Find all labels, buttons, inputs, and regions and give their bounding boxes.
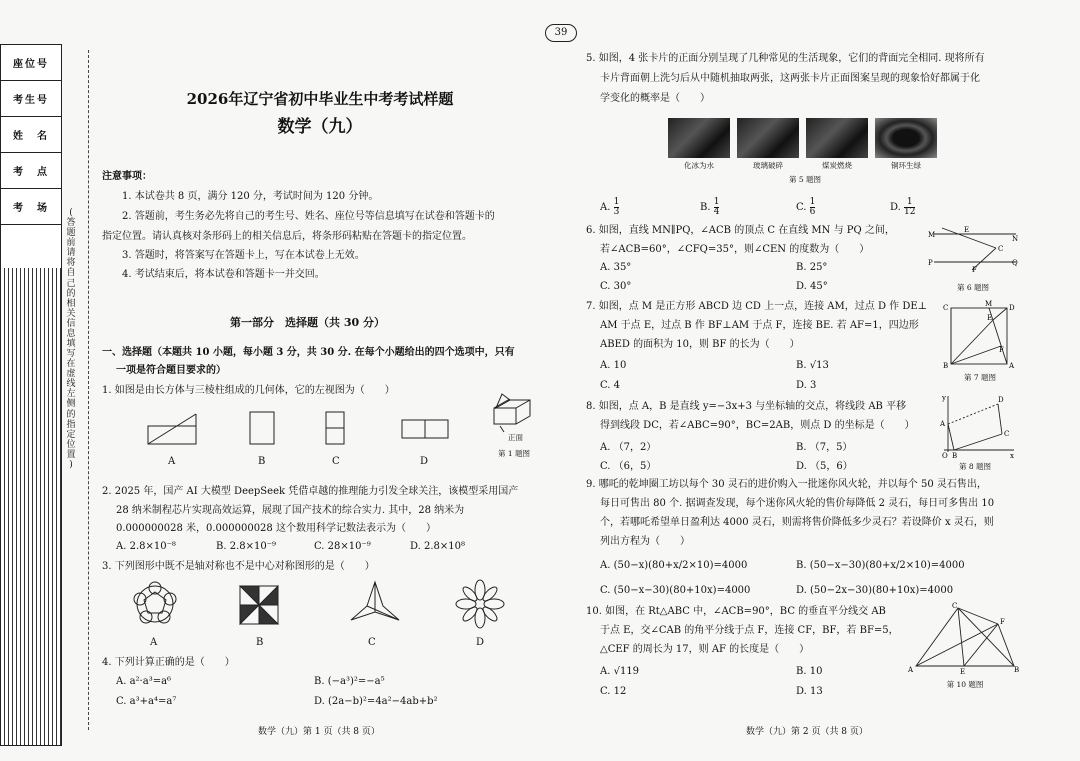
q5-option-a-den: 3: [613, 207, 620, 217]
q3-figure-c: [351, 582, 399, 620]
binding-note-char: 的: [66, 288, 76, 299]
q8-option-d: D. （5，6）: [796, 461, 853, 472]
notice-item-2: 2. 答题前，考生务必先将自己的考生号、姓名、座位号等信息填写在试卷和答题卡的: [122, 211, 495, 222]
q7-label-F: F: [999, 346, 1004, 354]
q4-option-a: A. a²·a³=a⁶: [116, 676, 172, 687]
q6-label-C: C: [998, 245, 1004, 253]
q8-label-B: B: [952, 452, 958, 460]
q5-option-a-letter: A.: [600, 202, 611, 213]
q9-line1: 9. 哪吒的乾坤圈工坊以每个 30 灵石的进价购入一批迷你风火轮，并以每个 50 灵石售出，: [586, 479, 987, 490]
q5-card-coal-photo: [806, 118, 868, 158]
binding-strip: [0, 44, 62, 746]
section-instructions-2: 一项是符合题目要求的）: [116, 365, 226, 376]
q10-line1: 10. 如图，在 Rt△ABC 中，∠ACB=90°，BC 的垂直平分线交 AB: [586, 606, 886, 617]
q7-option-a: A. 10: [600, 360, 627, 371]
q7-label-E: E: [987, 314, 993, 322]
q5-card-label-2: 玻璃破碎: [753, 161, 783, 170]
q1-option-d: D: [420, 456, 429, 467]
notice-item-2b: 指定位置。请认真核对条形码上的相关信息后，将条形码粘贴在答题卡的指定位置。: [102, 231, 472, 242]
q5-option-b-num: 1: [713, 197, 720, 207]
binding-note-char: 位: [66, 439, 76, 450]
q10-label-B: B: [1014, 666, 1020, 674]
binding-note-char: 的: [66, 409, 76, 420]
binding-note: [64, 208, 78, 470]
binding-note-char: 侧: [66, 399, 76, 410]
notice-heading: 注意事项：: [102, 171, 152, 182]
q7-line1: 7. 如图，点 M 是正方形 ABCD 边 CD 上一点，连接 AM，过点 D 作 DE⊥: [586, 301, 928, 312]
q10-line3: △CEF 的周长为 17，则 AF 的长度是（ ）: [600, 644, 810, 655]
footer-left: 数学（九）第 1 页（共 8 页）: [258, 727, 380, 737]
q5-fig-caption: 第 5 题图: [788, 175, 822, 184]
barcode-area: [1, 268, 61, 745]
field-center: 考 点: [1, 153, 61, 189]
q6-figure: [930, 224, 1020, 274]
binding-note-char: 指: [66, 419, 76, 430]
q10-label-A: A: [908, 666, 914, 674]
q4-stem: 4. 下列计算正确的是（ ）: [102, 657, 235, 668]
field-exam-id: 考生号: [1, 81, 61, 117]
q6-label-N: N: [1012, 235, 1019, 243]
q3-stem: 3. 下列图形中既不是轴对称也不是中心对称图形的是（ ）: [102, 561, 375, 572]
notice-item-3: 3. 答题时，将答案写在答题卡上，写在本试卷上无效。: [122, 250, 365, 261]
q8-label-O: O: [942, 452, 948, 460]
q1-option-a: A: [168, 456, 176, 467]
q8-fig-caption: 第 8 题图: [958, 462, 992, 471]
q6-option-d: D. 45°: [796, 281, 828, 292]
q3-option-a: A: [150, 637, 158, 648]
q1-option-c: C: [332, 456, 340, 467]
binding-note-char: 请: [66, 248, 76, 259]
q6-line2: 若∠ACB=60°，∠CFQ=35°，则∠CEN 的度数为（ ）: [600, 244, 870, 255]
q1-option-d-figure: [402, 420, 448, 438]
q2-line2: 28 纳米制程芯片实现高效运算，展现了国产技术的综合实力. 其中，28 纳米为: [116, 505, 465, 516]
q7-option-b: B. √13: [796, 360, 829, 371]
q9-line4: 列出方程为（ ）: [600, 536, 690, 547]
q6-option-a: A. 35°: [600, 262, 632, 273]
q3-option-b: B: [256, 637, 264, 648]
field-name: 姓 名: [1, 117, 61, 153]
q1-option-c-figure: [326, 412, 344, 444]
binding-note-char: 将: [66, 258, 76, 269]
page-badge: 39: [545, 24, 577, 42]
q2-line1: 2. 2025 年，国产 AI 大模型 DeepSeek 凭借卓越的推理能力引发全球关注，该模型采用国产: [102, 486, 519, 497]
q9-option-d: D. (50−2x−30)(80+10x)=4000: [796, 585, 954, 596]
q10-label-E: E: [960, 668, 966, 676]
q10-figure: [908, 604, 1023, 674]
q10-label-C: C: [952, 602, 958, 610]
q3-figure-a: [134, 582, 176, 623]
q3-figure-b: [240, 586, 278, 624]
q8-label-A: A: [940, 420, 946, 428]
q5-card-glass-photo: [737, 118, 799, 158]
field-seat: 座位号: [1, 45, 61, 81]
q7-option-c: C. 4: [600, 380, 621, 391]
q5-option-d-num: 1: [904, 198, 915, 208]
q3-option-c: C: [368, 637, 376, 648]
q6-option-c: C. 30°: [600, 281, 632, 292]
q6-label-Q: Q: [1012, 259, 1018, 267]
q8-option-a: A. （7，2）: [600, 442, 657, 453]
q2-line3: 0.000000028 米，0.000000028 这个数用科学记数法表示为（ ）: [116, 523, 436, 534]
q10-line2: 于点 E，交∠CAB 的角平分线于点 F，连接 CF，BF，若 BF=5，: [600, 625, 899, 636]
q10-option-b: B. 10: [796, 666, 823, 677]
q9-line2: 每日可售出 80 个. 据调查发现，每个迷你风火轮的售价每降低 2 灵石，每日可多售出 10: [600, 498, 995, 509]
q7-figure: [945, 300, 1015, 370]
q6-label-M: M: [928, 231, 936, 239]
q5-option-b-letter: B.: [700, 202, 711, 213]
footer-right: 数学（九）第 2 页（共 8 页）: [746, 727, 868, 737]
q7-line3: ABED 的面积为 10，则 BF 的长为（ ）: [600, 339, 800, 350]
binding-note-char: 置: [66, 449, 76, 460]
binding-note-char: 答: [66, 218, 76, 229]
q1-fig-caption: 第 1 题图: [498, 449, 531, 458]
notice-item-4: 4. 考试结束后，将本试卷和答题卡一并交回。: [122, 269, 325, 280]
q7-fig-caption: 第 7 题图: [963, 373, 997, 382]
q5-card-label-4: 铜环生绿: [891, 161, 921, 170]
q10-label-F: F: [1000, 618, 1005, 626]
q5-card-label-3: 煤炭燃烧: [822, 161, 852, 170]
q7-label-B: B: [943, 362, 949, 370]
q4-option-d: D. (2a−b)²=4a²−4ab+b²: [314, 696, 438, 707]
q9-option-c: C. (50−x−30)(80+10x)=4000: [600, 585, 751, 596]
binding-note-char: 线: [66, 379, 76, 390]
exam-title: 2026年辽宁省初中毕业生中考考试样题: [186, 90, 454, 108]
q5-line3: 学变化的概率是（ ）: [600, 93, 710, 104]
notice-item-1: 1. 本试卷共 8 页，满分 120 分，考试时间为 120 分钟。: [122, 191, 379, 202]
binding-note-char: 定: [66, 429, 76, 440]
q5-option-d-letter: D.: [890, 202, 901, 213]
q1-option-b: B: [258, 456, 266, 467]
q1-option-a-figure: [148, 414, 196, 444]
q10-option-d: D. 13: [796, 686, 823, 697]
binding-note-char: 信: [66, 318, 76, 329]
part1-heading: 第一部分 选择题（共 30 分）: [230, 316, 385, 329]
q7-label-D: D: [1009, 304, 1015, 312]
q2-option-b: B. 2.8×10⁻⁹: [216, 541, 276, 552]
q1-front-label: 正面: [508, 433, 523, 442]
binding-note-char: ): [69, 459, 73, 470]
q1-solid-figure: [490, 392, 540, 432]
q6-label-F: F: [972, 266, 977, 274]
q5-option-b-den: 4: [713, 207, 720, 217]
q1-option-b-figure: [250, 412, 274, 444]
binding-note-char: 写: [66, 349, 76, 360]
binding-note-char: 在: [66, 359, 76, 370]
q5-option-a-num: 1: [613, 197, 620, 207]
binding-note-char: 关: [66, 308, 76, 319]
binding-note-char: (: [69, 208, 73, 218]
q5-option-a: [600, 198, 619, 217]
q5-option-b: [700, 198, 719, 217]
q9-line3: 个，若哪吒希望单日盈利达 4000 灵石，则需将售价降低多少灵石？若设降价 x 灵石，则: [600, 517, 994, 528]
q3-figure-d: [456, 580, 504, 628]
q5-option-c-letter: C.: [796, 202, 807, 213]
q1-stem: 1. 如图是由长方体与三棱柱组成的几何体，它的左视图为（ ）: [102, 385, 395, 396]
q5-line2: 卡片背面朝上洗匀后从中随机抽取两张，这两张卡片正面图案呈现的现象恰好都属于化: [600, 73, 980, 84]
cut-line: [88, 50, 89, 730]
binding-note-char: 自: [66, 268, 76, 279]
q8-line1: 8. 如图，点 A，B 是直线 y=−3x+3 与坐标轴的交点，将线段 AB 平移: [586, 401, 907, 412]
q8-option-b: B. （7，5）: [796, 442, 853, 453]
q3-figures: [125, 580, 525, 630]
q8-label-y: y: [942, 394, 946, 402]
exam-subtitle: 数学（九）: [277, 117, 363, 137]
q10-option-c: C. 12: [600, 686, 627, 697]
q8-line2: 得到线段 DC，若∠ABC=90°，BC=2AB，则点 D 的坐标是（ ）: [600, 420, 915, 431]
q6-fig-caption: 第 6 题图: [956, 283, 990, 292]
q10-fig-caption: 第 10 题图: [946, 680, 984, 689]
q9-option-b: B. (50−x−30)(80+x/2×10)=4000: [796, 560, 965, 571]
q2-option-c: C. 28×10⁻⁹: [314, 541, 371, 552]
q8-option-c: C. （6，5）: [600, 461, 657, 472]
binding-note-char: 题: [66, 228, 76, 239]
q8-label-C: C: [1004, 430, 1010, 438]
q2-option-a: A. 2.8×10⁻⁸: [116, 541, 176, 552]
q5-option-c: [796, 198, 815, 217]
binding-note-char: 己: [66, 278, 76, 289]
q6-label-E: E: [964, 226, 970, 234]
q4-option-c: C. a³+a⁴=a⁷: [116, 696, 177, 707]
q8-label-D: D: [998, 396, 1004, 404]
q5-option-d: [890, 198, 915, 217]
q5-option-d-den: 12: [904, 207, 916, 217]
q9-option-a: A. (50−x)(80+x/2×10)=4000: [600, 560, 748, 571]
field-room: 考 场: [1, 189, 61, 225]
q10-option-a: A. √119: [600, 666, 640, 677]
q1-view-options: [140, 410, 520, 450]
q5-card-label-1: 化冰为水: [684, 161, 714, 170]
q5-card-ice-photo: [668, 118, 730, 158]
binding-note-char: 前: [66, 238, 76, 249]
q5-option-c-num: 1: [809, 197, 816, 207]
binding-note-char: 填: [66, 339, 76, 350]
q6-label-P: P: [928, 259, 933, 267]
q7-label-M: M: [985, 300, 993, 308]
q5-option-c-den: 6: [809, 207, 816, 217]
q7-line2: AM 于点 E，过点 B 作 BF⊥AM 于点 F，连接 BE. 若 AF=1，四边形: [600, 320, 919, 331]
q4-option-b: B. (−a³)²=−a⁵: [314, 676, 385, 687]
q7-option-d: D. 3: [796, 380, 817, 391]
q7-label-A: A: [1009, 362, 1015, 370]
q6-line1: 6. 如图，直线 MN∥PQ，∠ACB 的顶点 C 在直线 MN 与 PQ 之间，: [586, 225, 895, 236]
binding-note-char: 左: [66, 389, 76, 400]
q5-line1: 5. 如图，4 张卡片的正面分别呈现了几种常见的生活现象，它们的背面完全相同. 现将所有: [586, 53, 985, 64]
q7-label-C: C: [943, 304, 949, 312]
q6-option-b: B. 25°: [796, 262, 828, 273]
q2-option-d: D. 2.8×10⁸: [410, 541, 466, 552]
binding-note-char: 相: [66, 298, 76, 309]
q3-option-d: D: [476, 637, 485, 648]
q8-figure: [940, 394, 1015, 460]
section-instructions-1: 一、选择题（本题共 10 小题，每小题 3 分，共 30 分. 在每个小题给出的四个选项中，只有: [102, 347, 515, 358]
q5-card-copper-photo: [875, 118, 937, 158]
q8-label-x: x: [1010, 452, 1014, 460]
binding-note-char: 息: [66, 328, 76, 339]
binding-note-char: 虚: [66, 369, 76, 380]
